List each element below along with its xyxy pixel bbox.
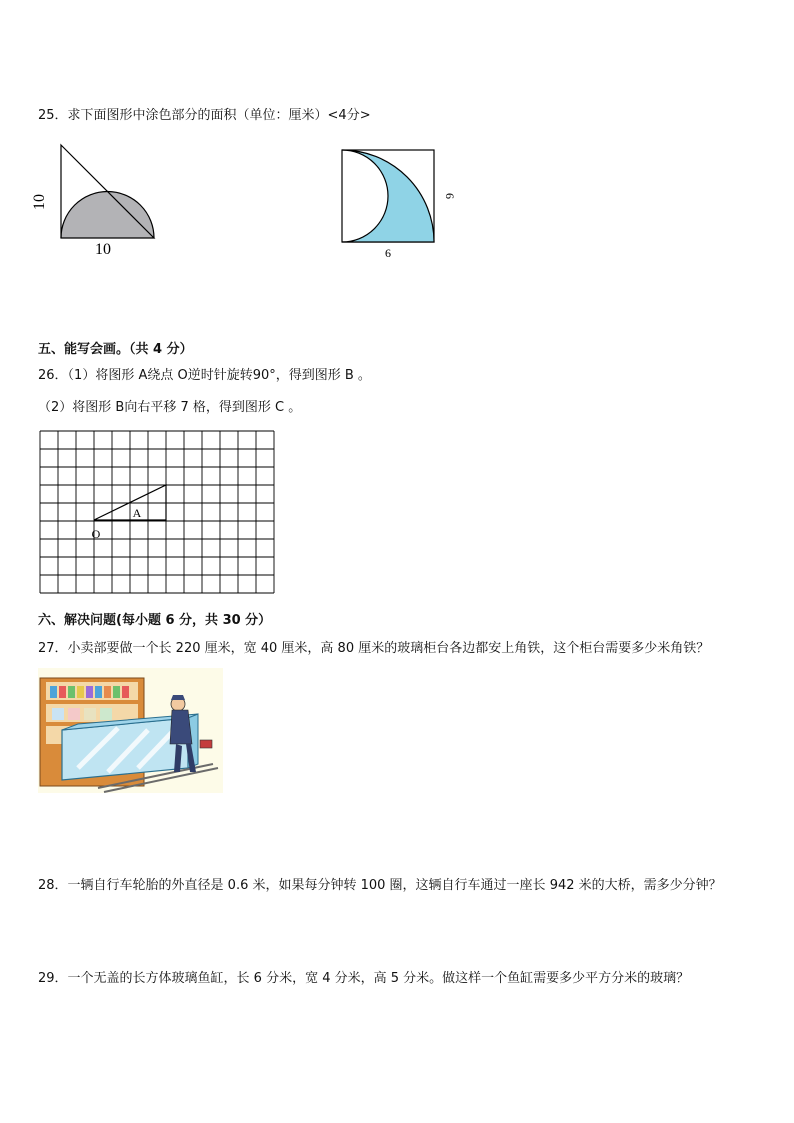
bottom-label: 6	[385, 246, 391, 260]
q28-text: 28．一辆自行车轮胎的外直径是 0.6 米，如果每分钟转 100 圈，这辆自行车通过一座长 942 米的大桥，需多少分钟？	[38, 878, 722, 893]
q25-figure-1	[30, 140, 170, 260]
q26-line1: 26．（1）将图形 A绕点 O逆时针旋转90°，得到图形 B 。	[38, 368, 371, 383]
q26-grid	[40, 431, 276, 594]
grid-lines	[40, 431, 274, 593]
q25-text: 25．求下面图形中涂色部分的面积（单位：厘米）<4分>	[38, 108, 371, 123]
q27-illustration	[38, 668, 223, 793]
bottom-label: 10	[95, 241, 111, 258]
q29-text: 29．一个无盖的长方体玻璃鱼缸，长 6 分米，宽 4 分米，高 5 分米。做这样一个鱼缸需要多少平方分米的玻璃？	[38, 971, 690, 986]
shaded-region	[342, 150, 434, 242]
right-label: 6	[443, 193, 457, 199]
shape-a-label: A	[132, 506, 142, 520]
section5-title: 五、能写会画。（共 4 分）	[38, 342, 193, 357]
side-label: 10	[31, 194, 48, 210]
q25-figure-2	[330, 140, 460, 265]
q26-line2: （2）将图形 B向右平移 7 格，得到图形 C 。	[38, 400, 302, 415]
section6-title: 六、解决问题(每小题 6 分，共 30 分）	[38, 613, 272, 628]
q27-text: 27．小卖部要做一个长 220 厘米，宽 40 厘米，高 80 厘米的玻璃柜台各边都安上角铁，这个柜台需要多少米角铁？	[38, 641, 710, 656]
point-o-label: O	[91, 527, 101, 541]
